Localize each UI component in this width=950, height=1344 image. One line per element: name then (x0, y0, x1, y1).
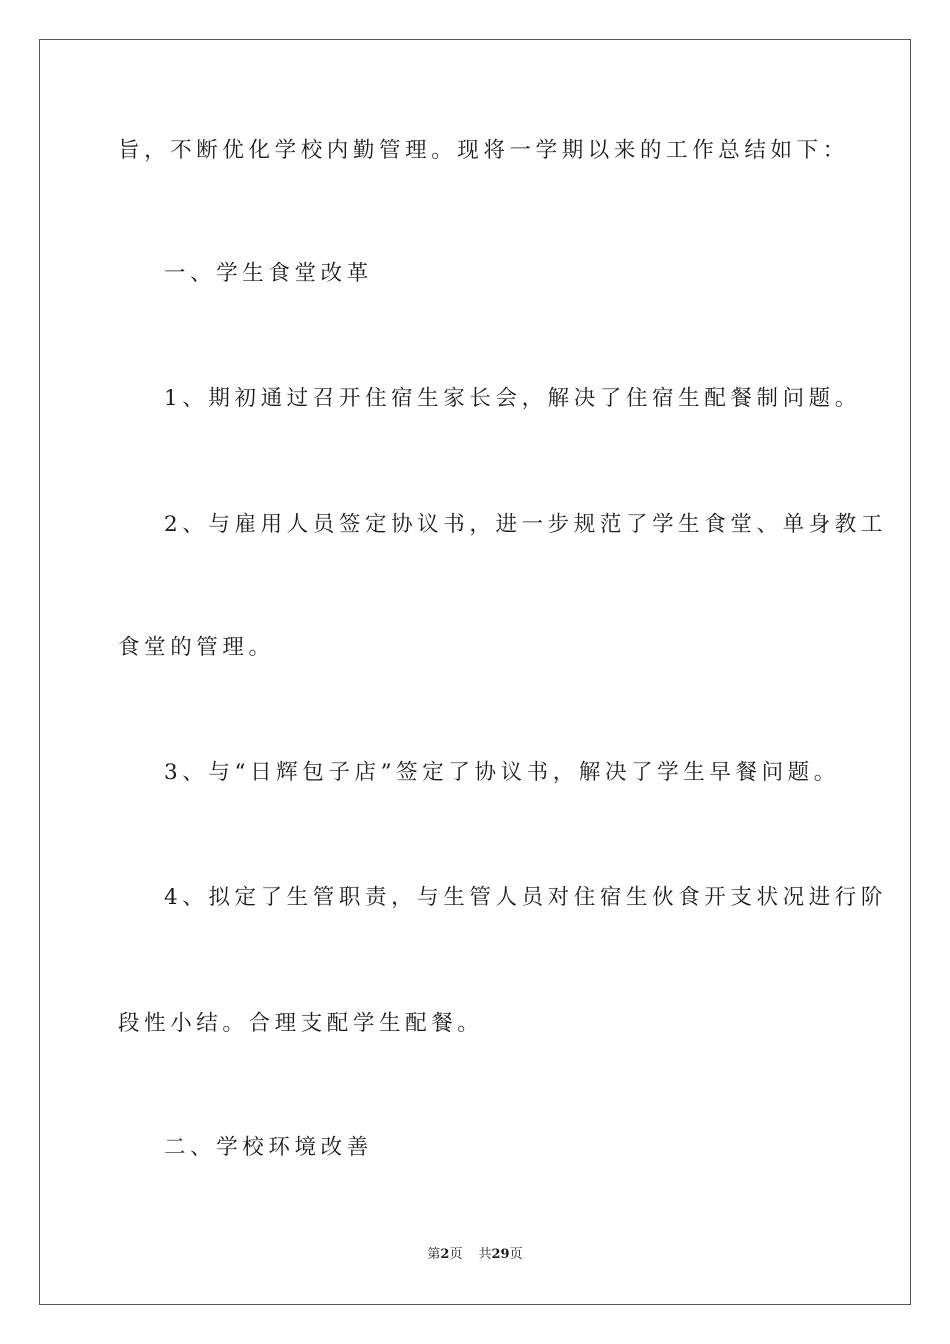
footer-total-pages: 29 (491, 1247, 510, 1262)
body-line-5: 3、与“日辉包子店”签定了协议书，解决了学生早餐问题。 (164, 760, 840, 785)
body-line-4: 食堂的管理。 (118, 635, 275, 660)
body-line-7: 段性小结。合理支配学生配餐。 (118, 1011, 484, 1036)
footer-page-number: 2 (440, 1247, 450, 1262)
section-heading-2: 二、学校环境改善 (164, 1135, 373, 1160)
section-heading-1: 一、学生食堂改革 (164, 261, 373, 286)
body-line-2: 1、期初通过召开住宿生家长会，解决了住宿生配餐制问题。 (164, 386, 861, 411)
footer-total-suffix: 页 (509, 1247, 523, 1262)
page-frame (39, 39, 911, 1305)
page-footer (0, 1248, 950, 1261)
footer-total-prefix: 共 (478, 1247, 492, 1262)
body-line-1: 旨，不断优化学校内勤管理。现将一学期以来的工作总结如下： (118, 138, 849, 163)
footer-page-suffix: 页 (449, 1247, 463, 1262)
body-line-6: 4、拟定了生管职责，与生管人员对住宿生伙食开支状况进行阶 (164, 885, 887, 910)
footer-page-prefix: 第 (427, 1247, 441, 1262)
body-line-3: 2、与雇用人员签定协议书，进一步规范了学生食堂、单身教工 (164, 512, 887, 537)
